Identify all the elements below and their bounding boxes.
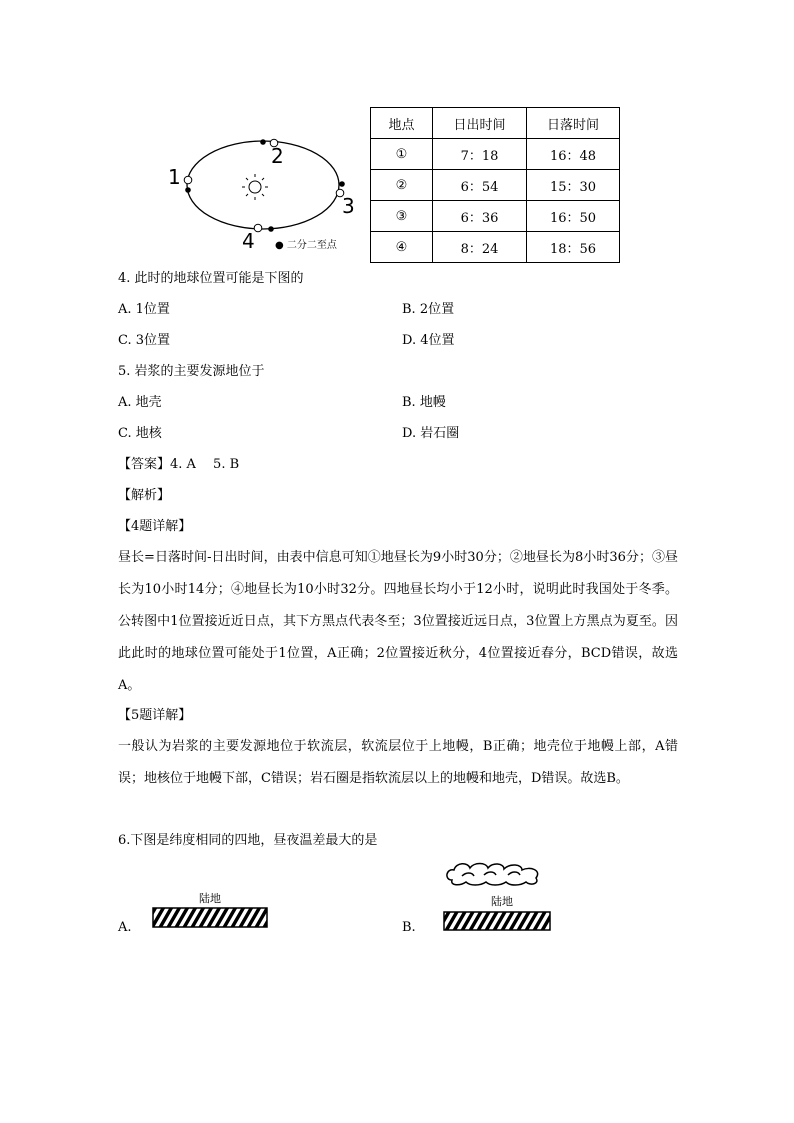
position-label-4: 4 — [242, 229, 255, 253]
table-header-row — [371, 108, 620, 139]
solstice-equinox-dot — [260, 139, 266, 145]
land-surface-a — [153, 908, 267, 927]
q4-option-d: D. 4位置 — [402, 333, 455, 348]
table-header: 日落时间 — [527, 108, 620, 139]
table-cell: 16：50 — [527, 201, 620, 232]
q5-stem: 5. 岩浆的主要发源地位于 — [118, 364, 265, 379]
table-row — [371, 170, 620, 201]
land-surface-b — [444, 912, 550, 930]
table-header: 日出时间 — [433, 108, 527, 139]
q4-detail-heading: 【4题详解】 — [118, 519, 192, 534]
table-cell: 18：56 — [527, 232, 620, 263]
table-cell: 7：18 — [433, 139, 527, 170]
position-label-1: 1 — [168, 165, 181, 189]
table-cell: 6：54 — [433, 170, 527, 201]
q5-option-a: A. 地壳 — [118, 395, 162, 410]
table-cell: 15：30 — [527, 170, 620, 201]
q6-stem: 6.下图是纬度相同的四地，昼夜温差最大的是 — [118, 833, 378, 848]
land-label-b: 陆地 — [491, 895, 513, 908]
q5-option-b: B. 地幔 — [402, 395, 446, 410]
q5-detail-heading: 【5题详解】 — [118, 708, 192, 723]
option-b-land-figure — [438, 858, 560, 934]
q6-option-a-label: A. — [118, 920, 132, 935]
sun-icon — [242, 174, 268, 200]
orbit-ellipse — [187, 141, 339, 229]
table-cell: ① — [371, 139, 433, 170]
table-cell: ③ — [371, 201, 433, 232]
table-row — [371, 232, 620, 263]
table-cell: 8：24 — [433, 232, 527, 263]
position-label-3: 3 — [342, 194, 355, 218]
q5-option-d: D. 岩石圈 — [402, 426, 460, 441]
table-cell: ④ — [371, 232, 433, 263]
orbit-legend: ● 二分二至点 — [275, 240, 337, 251]
analysis-label: 【解析】 — [118, 488, 171, 503]
answer-line: 【答案】4. A 5. B — [118, 457, 240, 472]
q4-detail-text: 昼长=日落时间-日出时间，由表中信息可知①地昼长为9小时30分；②地昼长为8小时36分；③昼长为10小时14分；④地昼长为10小时32分。四地昼长均小于12小时，说明此时我国处于冬季。公转图中1位置接近近日点，其下方黑点代表冬至；3位置接近远日点，3位置上方黑点为夏至。因此此时的地球位置可能处于1位置，A正确；2位置接近秋分，4位置接近春分，BCD错误，故选A。 — [118, 550, 678, 693]
table-row — [371, 139, 620, 170]
solstice-equinox-dot — [268, 226, 274, 232]
q4-option-a: A. 1位置 — [118, 302, 170, 317]
q6-option-b-label: B. — [402, 920, 416, 935]
sunrise-sunset-table — [370, 107, 620, 263]
q5-detail-text: 一般认为岩浆的主要发源地位于软流层，软流层位于上地幔，B正确；地壳位于地幔上部，A错误；地核位于地幔下部，C错误；岩石圈是指软流层以上的地幔和地壳，D错误。故选B。 — [118, 739, 678, 786]
solstice-equinox-dot — [185, 187, 191, 193]
q4-option-c: C. 3位置 — [118, 333, 171, 348]
table-cell: 6：36 — [433, 201, 527, 232]
table-row — [371, 201, 620, 232]
table-cell: ② — [371, 170, 433, 201]
table-cell: 16：48 — [527, 139, 620, 170]
q4-option-b: B. 2位置 — [402, 302, 455, 317]
earth-position-1 — [184, 176, 192, 184]
table-header: 地点 — [371, 108, 433, 139]
q5-option-c: C. 地核 — [118, 426, 162, 441]
earth-position-4 — [254, 224, 262, 232]
option-a-land-figure — [150, 886, 272, 932]
q4-stem: 4. 此时的地球位置可能是下图的 — [118, 271, 304, 286]
position-label-2: 2 — [271, 144, 284, 168]
solstice-equinox-dot — [339, 181, 345, 187]
land-label-a: 陆地 — [199, 892, 221, 905]
cloud-icon — [447, 864, 538, 886]
orbit-diagram — [160, 132, 370, 257]
